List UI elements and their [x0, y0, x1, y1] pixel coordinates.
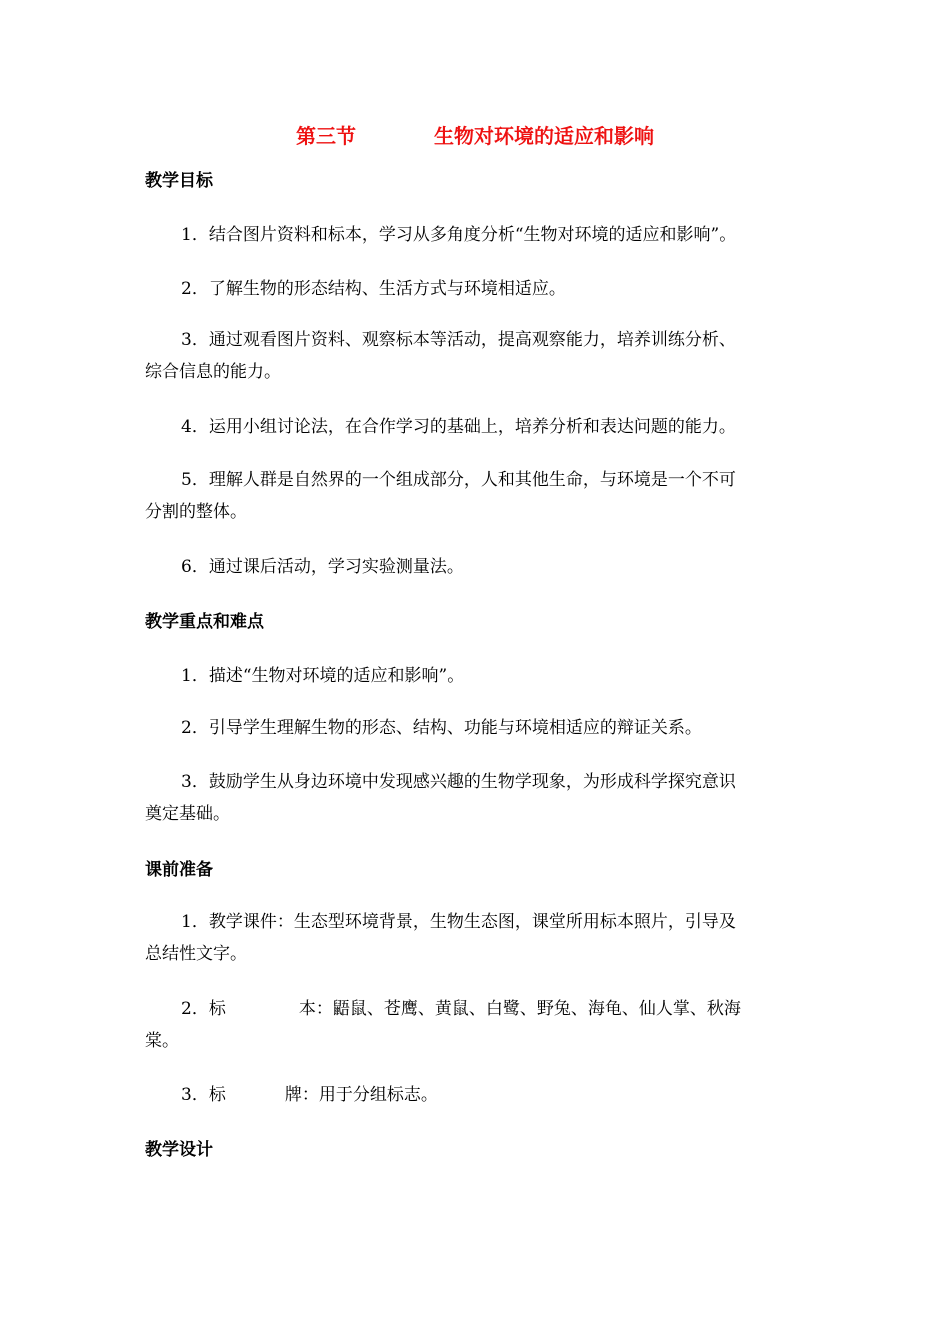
- title-topic: 生物对环境的适应和影响: [434, 124, 654, 148]
- title-section-number: 第三节: [296, 124, 356, 148]
- document-title: [0, 120, 950, 149]
- objective-item-1: 1．结合图片资料和标本，学习从多角度分析“生物对环境的适应和影响”。: [181, 225, 737, 245]
- heading-key-points: 教学重点和难点: [145, 612, 264, 632]
- heading-preparation: 课前准备: [145, 860, 213, 880]
- key-point-item-2: 2．引导学生理解生物的形态、结构、功能与环境相适应的辩证关系。: [181, 718, 702, 738]
- key-point-item-1: 1．描述“生物对环境的适应和影响”。: [181, 666, 465, 686]
- heading-objectives: 教学目标: [145, 171, 213, 191]
- key-point-item-3: 3．鼓励学生从身边环境中发现感兴趣的生物学现象，为形成科学探究意识 奠定基础。: [145, 772, 736, 824]
- objective-item-5: 5．理解人群是自然界的一个组成部分，人和其他生命，与环境是一个不可 分割的整体。: [145, 470, 736, 522]
- objective-item-6: 6．通过课后活动，学习实验测量法。: [181, 557, 464, 577]
- preparation-item-2: 2．标 本：鼯鼠、苍鹰、黄鼠、白鹭、野兔、海龟、仙人掌、秋海 棠。: [145, 999, 741, 1051]
- heading-design: 教学设计: [145, 1140, 213, 1160]
- objective-item-3: 3．通过观看图片资料、观察标本等活动，提高观察能力，培养训练分析、 综合信息的能力。: [145, 330, 736, 382]
- objective-item-4: 4．运用小组讨论法，在合作学习的基础上，培养分析和表达问题的能力。: [181, 417, 736, 437]
- objective-item-2: 2．了解生物的形态结构、生活方式与环境相适应。: [181, 279, 566, 299]
- preparation-item-3: 3．标 牌：用于分组标志。: [181, 1085, 438, 1105]
- preparation-item-1: 1．教学课件：生态型环境背景，生物生态图，课堂所用标本照片，引导及 总结性文字。: [145, 912, 736, 964]
